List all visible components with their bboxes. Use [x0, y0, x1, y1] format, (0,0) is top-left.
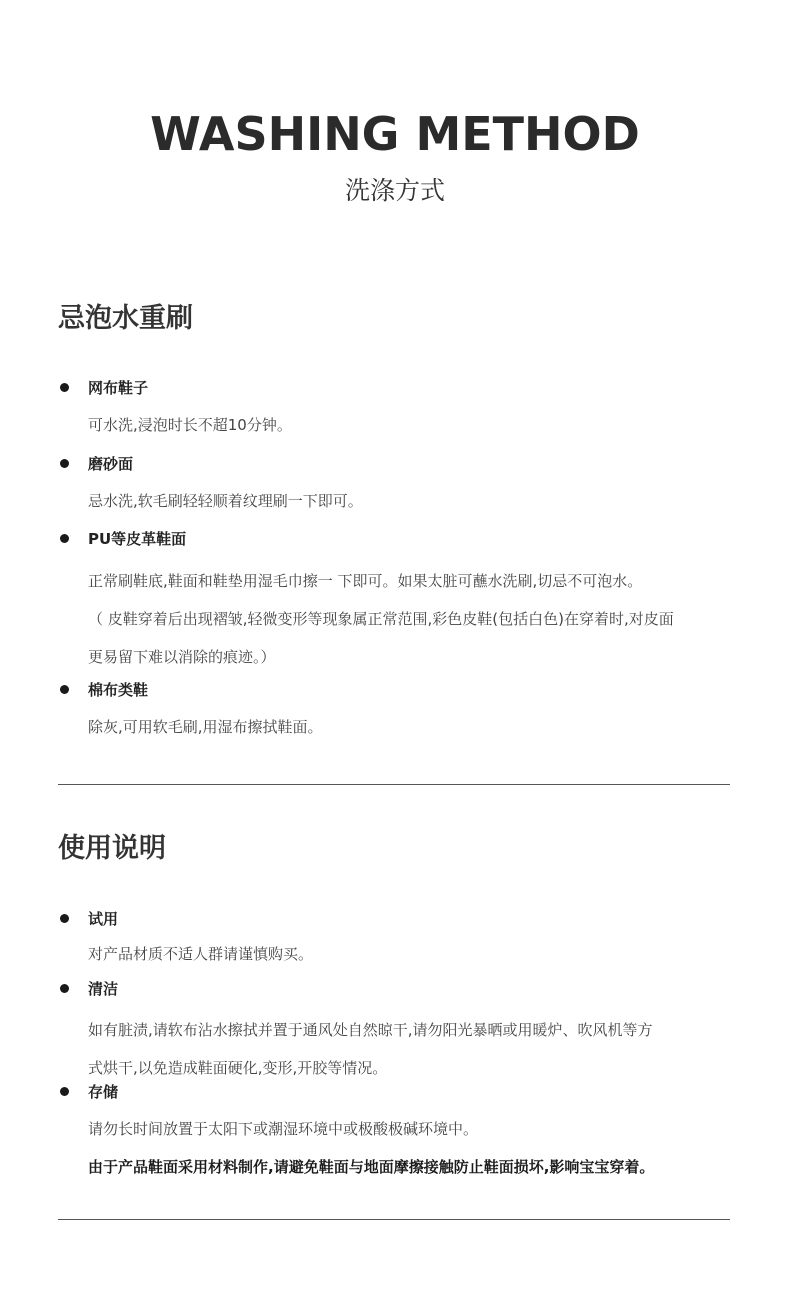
warning-note: 由于产品鞋面采用材料制作,请避免鞋面与地面摩擦接触防止鞋面损坏,影响宝宝穿着。: [88, 1158, 655, 1176]
item-suede: [58, 453, 758, 520]
item-title: PU等皮革鞋面: [58, 528, 758, 550]
bullet-dot: [60, 534, 69, 543]
bullet-dot: [60, 685, 69, 694]
section-instructions: [58, 830, 758, 868]
item-title: 存储: [58, 1081, 758, 1103]
page-title: WASHING METHOD: [150, 107, 640, 161]
item-cleaning: [58, 978, 758, 1087]
item-text: 如有脏渍,请软布沾水擦拭并置于通风处自然晾干,请勿阳光暴晒或用暖炉、吹风机等方: [88, 1021, 653, 1039]
section-divider: [58, 784, 730, 785]
bullet-dot: [60, 914, 69, 923]
item-title: 棉布类鞋: [58, 679, 758, 701]
page-subtitle: 洗涤方式: [344, 176, 445, 205]
item-title: 网布鞋子: [58, 377, 758, 399]
section-no-soaking: [58, 300, 758, 338]
item-text: 忌水洗,软毛刷轻轻顺着纹理刷一下即可。: [88, 492, 363, 510]
section-heading: 使用说明: [58, 833, 166, 864]
bullet-dot: [60, 984, 69, 993]
item-text: （ 皮鞋穿着后出现褶皱,轻微变形等现象属正常范围,彩色皮鞋(包括白色)在穿着时,对皮面: [88, 610, 674, 628]
item-title: 磨砂面: [58, 453, 758, 475]
bullet-dot: [60, 459, 69, 468]
section-divider: [58, 1219, 730, 1220]
item-canvas-shoes: [58, 679, 758, 746]
bullet-dot: [60, 383, 69, 392]
item-text: 对产品材质不适人群请谨慎购买。: [88, 945, 314, 963]
item-text: 更易留下难以消除的痕迹。）: [88, 648, 276, 666]
item-text: 除灰,可用软毛刷,用湿布擦拭鞋面。: [88, 718, 323, 736]
item-text: 正常刷鞋底,鞋面和鞋垫用湿毛巾擦一 下即可。如果太脏可蘸水洗刷,切忌不可泡水。: [88, 572, 643, 590]
item-pu-leather: [58, 528, 758, 676]
item-trial: [58, 908, 758, 973]
item-text: 式烘干,以免造成鞋面硬化,变形,开胶等情况。: [88, 1059, 388, 1077]
item-storage: [58, 1081, 758, 1186]
item-mesh-shoes: [58, 377, 758, 444]
item-title: 清洁: [58, 978, 758, 1000]
item-title: 试用: [58, 908, 758, 930]
bullet-dot: [60, 1087, 69, 1096]
section-heading: 忌泡水重刷: [58, 303, 193, 334]
item-text: 可水洗,浸泡时长不超10分钟。: [88, 416, 292, 434]
item-text: 请勿长时间放置于太阳下或潮湿环境中或极酸极碱环境中。: [88, 1120, 479, 1138]
